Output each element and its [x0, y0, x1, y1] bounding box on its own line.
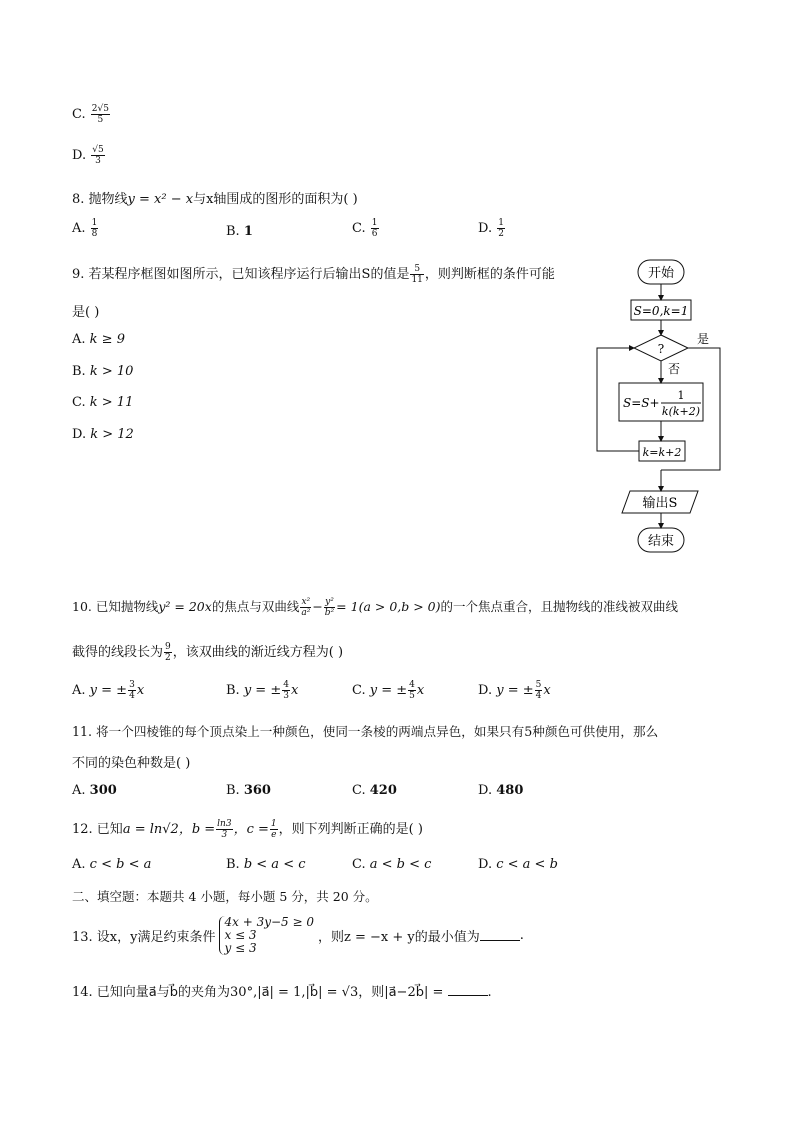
q10-option-d: D. y = ± $\frac{5}{4}$ x [478, 680, 551, 701]
flowchart [590, 255, 735, 560]
q12-option-b: B. b < a < c [226, 857, 306, 872]
q13-stem: 13. 设x，y满足约束条件 4x + 3y−5 ≥ 0 x ≤ 3 y ≤ 3 ，则z = −x + y的最小值为 . [72, 915, 524, 955]
q7-option-d [72, 145, 106, 166]
q9-stem: 9. 若某程序框图如图所示，已知该程序运行后输出S的值是 $\frac{5}{11}$ ，则判断框的条件可能 [72, 264, 555, 285]
output-label: 输出S [642, 496, 678, 511]
q8-option-b: B. 1 [226, 224, 253, 239]
end-label: 结束 [647, 534, 675, 549]
q12-stem: 12. 已知a = ln√2，b = $\frac{\ln 3}{3}$ ，c = $\frac{1}{e}$ ，则下列判断正确的是( ) [72, 819, 423, 840]
q11-option-d: D. 480 [478, 783, 524, 798]
q10-option-b: B. y = ± $\frac{4}{3}$ x [226, 680, 299, 701]
fraction: $\frac{2√5}{5}$ [91, 104, 109, 125]
step-prefix: S=S+ [623, 396, 660, 410]
q8-stem: 8. 抛物线y = x² − x与x轴围成的图形的面积为( ) [72, 192, 358, 207]
start-label: 开始 [647, 266, 675, 281]
q9-option-c: C. k > 11 [72, 395, 134, 410]
q9-option-d: D. k > 12 [72, 427, 134, 442]
step-numerator: 1 [677, 389, 685, 402]
increment-label: k=k+2 [642, 446, 682, 459]
fraction: $\frac{√5}{3}$ [92, 145, 104, 166]
q10-option-a: A. y = ± $\frac{3}{4}$ x [72, 680, 145, 701]
answer-blank[interactable] [448, 985, 488, 996]
q9-option-a: A. k ≥ 9 [72, 332, 125, 347]
q12-option-a: A. c < b < a [72, 857, 152, 872]
q11-stem-line1: 11. 将一个四棱锥的每个顶点染上一种颜色，使同一条棱的两端点异色，如果只有5种颜色可供使用，那么 [72, 724, 659, 739]
decision-label: ? [657, 342, 665, 356]
yes-label: 是 [696, 332, 710, 346]
q8-option-a: A. $\frac{1}{8}$ [72, 218, 98, 239]
q8-option-d: D. $\frac{1}{2}$ [478, 218, 504, 239]
option-label: C. [72, 107, 86, 122]
q7-option-c [72, 104, 111, 125]
q9-option-b: B. k > 10 [72, 364, 134, 379]
init-label: S=0,k=1 [633, 304, 689, 318]
q11-stem-line2: 不同的染色种数是( ) [72, 756, 191, 771]
no-label: 否 [667, 362, 681, 376]
option-label: D. [72, 148, 87, 163]
q8-option-c: C. $\frac{1}{6}$ [352, 218, 378, 239]
section-title: 二、填空题：本题共 4 小题，每小题 5 分，共 20 分。 [72, 889, 378, 904]
q14-stem: 14. 已知向量a⃗与b⃗的夹角为30°,|a⃗| = 1,|b⃗| = √3，则|a⃗−2b⃗| = . [72, 985, 492, 1000]
q12-option-c: C. a < b < c [352, 857, 432, 872]
q11-option-b: B. 360 [226, 783, 271, 798]
q11-option-a: A. 300 [72, 783, 117, 798]
q9-stem-line2: 是( ) [72, 305, 100, 320]
answer-blank[interactable] [480, 930, 520, 941]
q12-option-d: D. c < a < b [478, 857, 558, 872]
q10-stem-line2: 截得的线段长为 $\frac{9}{2}$ ，该双曲线的渐近线方程为( ) [72, 642, 344, 663]
q11-option-c: C. 420 [352, 783, 397, 798]
constraint-system: 4x + 3y−5 ≥ 0 x ≤ 3 y ≤ 3 [219, 916, 314, 955]
step-denominator: k(k+2) [661, 405, 701, 418]
q10-stem-line1: 10. 已知抛物线y² = 20x的焦点与双曲线 $\frac{\text{x²}}{\text{a²}}$ − $\frac{\text{y²}}{\text{b²}}$ = 1(a > 0,b > 0)的一个焦点重合，且抛物线的准线被双曲线 [72, 597, 679, 618]
q10-option-c: C. y = ± $\frac{4}{5}$ x [352, 680, 425, 701]
